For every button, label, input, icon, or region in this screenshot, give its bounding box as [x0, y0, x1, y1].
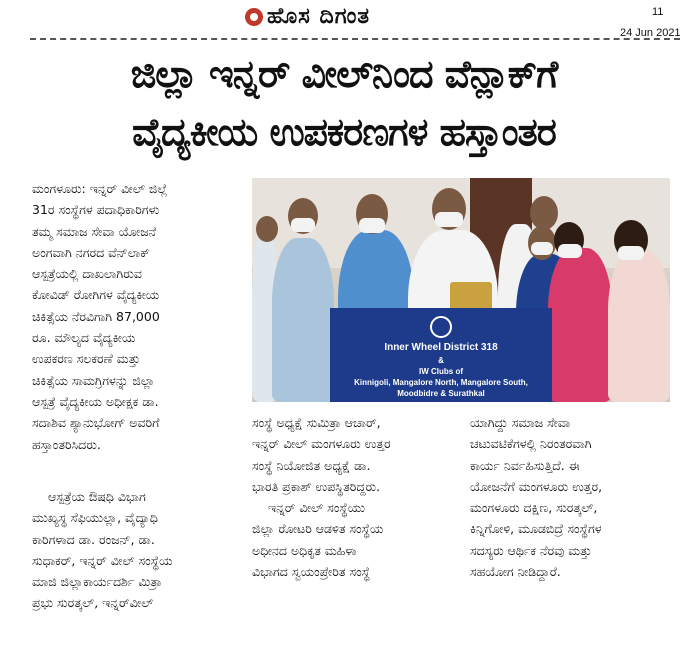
article-line: ಸಹಯೋಗ ನೀಡಿದ್ದಾರೆ.: [470, 564, 561, 580]
newspaper-logo: [245, 4, 370, 29]
article-line: ಹಸ್ತಾಂತರಿಸಿದರು.: [32, 436, 101, 452]
article-line: ಇನ್ನರ್ ವೀಲ್ ಸಂಸ್ಥೆಯು: [268, 500, 366, 516]
article-line: ಸುಧಾಕರ್, ಇನ್ನರ್ ವೀಲ್ ಸಂಸ್ಥೆಯ: [32, 552, 173, 568]
article-line: ಸಂಸ್ಥೆ ನಿಯೋಜಿತ ಅಧ್ಯಕ್ಷೆ ಡಾ.: [252, 457, 371, 473]
masthead: [0, 0, 688, 40]
person-head: [530, 196, 558, 230]
article-line: 31ರ ಸಂಸ್ಥೆಗಳ ಪದಾಧಿಕಾರಿಗಳು: [32, 202, 160, 218]
article-column-2: [252, 412, 462, 582]
article-line: ಮಂಗಳೂರು ದಕ್ಷಿಣ, ಸುರತ್ಕಲ್,: [470, 500, 598, 516]
publication-date: 24 Jun 2021: [620, 27, 681, 39]
page-number: 11: [652, 6, 664, 18]
face-mask: [558, 244, 582, 258]
banner-title: Inner Wheel District 318: [384, 342, 498, 353]
article-line: ಕಾರಿಗಳಾದ ಡಾ. ರಂಜನ್, ಡಾ.: [32, 531, 155, 547]
article-line: ಸದಸ್ಯರು ಆರ್ಥಿಕ ನೆರವು ಮತ್ತು: [470, 542, 592, 558]
article-line: ಚಟುವಟಿಕೆಗಳಲ್ಲಿ ನಿರಂತರವಾಗಿ: [470, 436, 592, 452]
face-mask: [291, 218, 315, 232]
article-line: ಪ್ರಭು ಸುರತ್ಕಲ್, ಇನ್ನರ್‌ವೀಲ್: [32, 595, 154, 611]
face-mask: [618, 246, 644, 260]
article-line: ಸಂಸ್ಥೆ ಅಧ್ಯಕ್ಷೆ ಸುಮಿತ್ರಾ ಆಚಾರ್,: [252, 415, 381, 430]
article-line: ಮಾಜಿ ಜಿಲ್ಲಾಕಾರ್ಯದರ್ಶಿ ಮಿತ್ರಾ: [32, 574, 162, 590]
article-line: ಆಸ್ಪತ್ರೆಯ ಔಷಧಿ ವಿಭಾಗ: [48, 489, 146, 504]
person: [272, 238, 334, 402]
article-line: ಅಂಗವಾಗಿ ನಗರದ ವೆನ್‌ಲಾಕ್: [32, 244, 150, 260]
banner-clubs-heading: IW Clubs of: [419, 367, 463, 376]
article-line: ಇನ್ನರ್ ವೀಲ್ ಮಂಗಳೂರು ಉತ್ತರ: [252, 436, 391, 452]
logo-icon: [245, 8, 263, 26]
inner-wheel-banner: [330, 308, 552, 402]
article-line: ಚಿಕಿತ್ಸೆಯ ನೆರವಿಗಾಗಿ 87,000: [32, 308, 160, 324]
person: [548, 248, 612, 402]
person: [608, 250, 670, 402]
banner-subtitle: [330, 355, 552, 399]
article-line: ಮಂಗಳೂರು: ಇನ್ನರ್ ವೀಲ್ ಜಿಲ್ಲೆ: [32, 181, 168, 196]
article-line: ಮುಖ್ಯಸ್ಥ ಸೆಫಿಯುಲ್ಲಾ, ವೈದ್ಯಾಧಿ: [32, 510, 158, 526]
news-photo: [252, 178, 670, 402]
face-mask: [531, 242, 553, 255]
masthead-divider: [30, 38, 680, 40]
article-line: ಜಿಲ್ಲಾ ರೋಟರಿ ಆಡಳಿತ ಸಂಸ್ಥೆಯ: [252, 521, 384, 537]
article-line: ಆಸ್ಪತ್ರೆಯಲ್ಲಿ ದಾಖಲಾಗಿರುವ: [32, 266, 142, 282]
face-mask: [359, 218, 385, 233]
article-line: ತಮ್ಮ ಸಮಾಜ ಸೇವಾ ಯೋಜನೆ: [32, 223, 157, 239]
banner-clubs-list: Kinnigoli, Mangalore North, Mangalore South,: [354, 378, 528, 387]
article-column-3: [470, 412, 680, 582]
article-column-1b: [32, 486, 242, 614]
inner-wheel-emblem-icon: [430, 316, 452, 338]
logo-text: ಹೊಸ ದಿಗಂತ: [267, 4, 371, 29]
article-line: ಉಪಕರಣ ಸಲಕರಣೆ ಮತ್ತು: [32, 351, 141, 367]
person-head: [256, 216, 278, 242]
banner-ampersand: &: [438, 356, 444, 365]
article-line: ಕಾರ್ಯ ನಿರ್ವಹಿಸುತ್ತಿದೆ. ಈ: [470, 457, 580, 473]
article-line: ಯಾಗಿದ್ದು ಸಮಾಜ ಸೇವಾ: [470, 415, 571, 430]
article-line: ಅಧೀನದ ಅಧಿಕೃತ ಮಹಿಳಾ: [252, 542, 357, 558]
headline-line-1: ಜಿಲ್ಲಾ ಇನ್ನರ್ ವೀಲ್‌ನಿಂದ ವೆನ್ಲಾಕ್‌ಗೆ: [130, 52, 558, 96]
article-line: ಕೋವಿಡ್ ರೋಗಿಗಳ ವೈದ್ಯಕೀಯ: [32, 287, 160, 303]
banner-clubs-list-2: Moodbidre & Surathkal: [397, 389, 485, 398]
face-mask: [435, 212, 463, 227]
article-column-1a: [32, 178, 242, 455]
article-line: ರೂ. ಮೌಲ್ಯದ ವೈದ್ಯಕೀಯ: [32, 330, 136, 346]
article-line: ಚಿಕಿತ್ಸೆಯ ಸಾಮಗ್ರಿಗಳನ್ನು ಜಿಲ್ಲಾ: [32, 372, 155, 388]
headline-line-2: ವೈದ್ಯಕೀಯ ಉಪಕರಣಗಳ ಹಸ್ತಾಂತರ: [132, 110, 556, 154]
article-line: ಆಸ್ಪತ್ರೆ ವೈದ್ಯಕೀಯ ಅಧೀಕ್ಷಕ ಡಾ.: [32, 393, 159, 409]
article-line: ಸದಾಶಿವ ಶ್ಯಾನುಭೋಗ್ ಅವರಿಗೆ: [32, 415, 160, 431]
article-line: ಕಿನ್ನಿಗೋಳಿ, ಮೂಡಬಿದ್ರೆ ಸಂಸ್ಥೆಗಳ: [470, 521, 602, 537]
article-line: ಯೋಜನೆಗೆ ಮಂಗಳೂರು ಉತ್ತರ,: [470, 478, 603, 494]
article-line: ವಿಭಾಗದ ಸ್ವಯಂಪ್ರೇರಿತ ಸಂಸ್ಥೆ: [252, 564, 371, 580]
article-line: ಭಾರತಿ ಪ್ರಕಾಶ್ ಉಪಸ್ಥಿತರಿದ್ದರು.: [252, 478, 381, 494]
